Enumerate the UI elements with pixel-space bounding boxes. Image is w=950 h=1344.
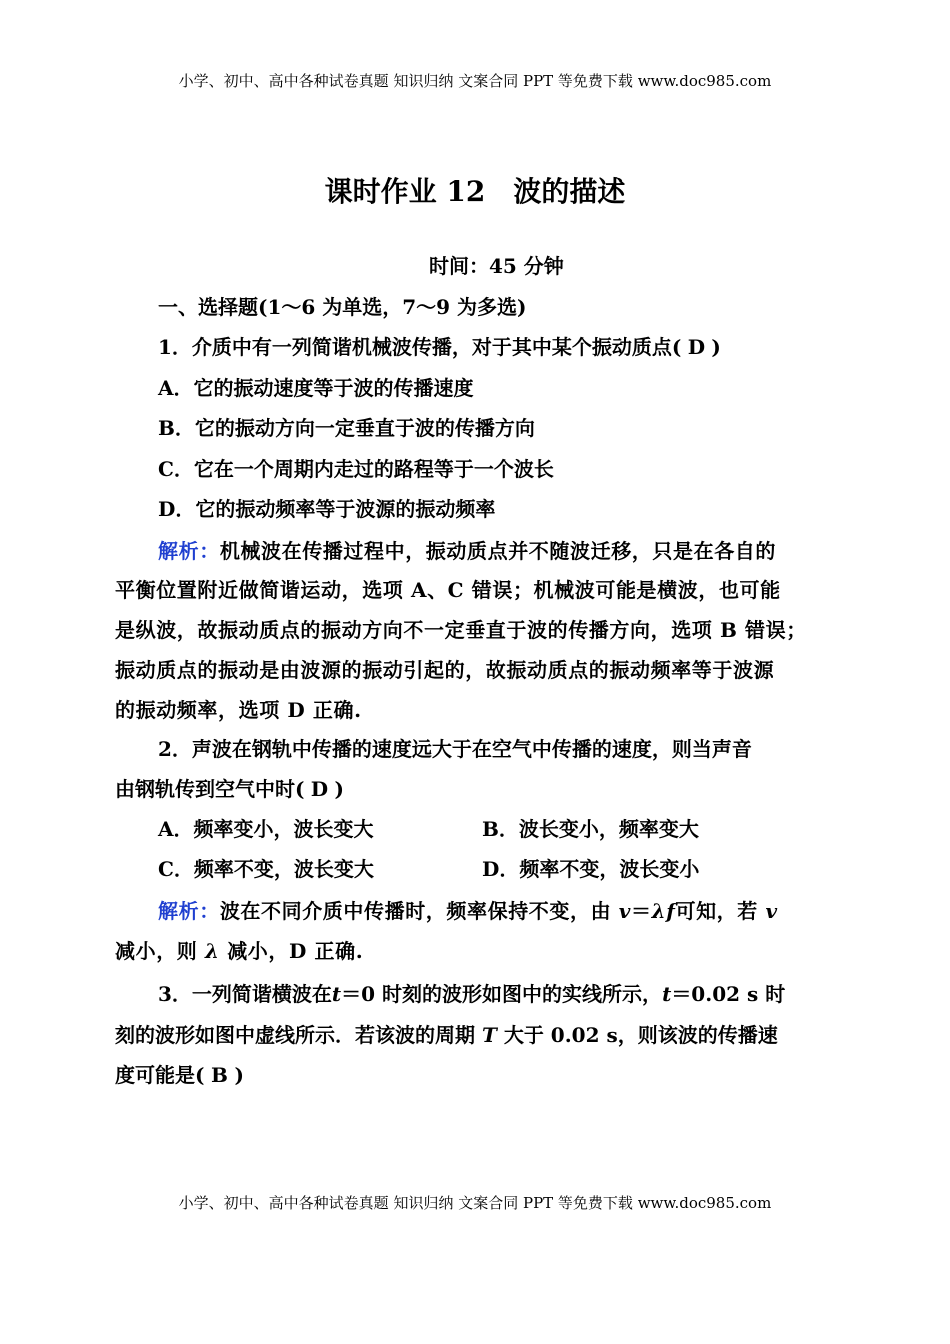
q1-option-c: C．它在一个周期内走过的路程等于一个波长 (158, 457, 554, 481)
formula-f: f (666, 899, 676, 923)
formula-lambda2: λ (204, 939, 220, 963)
q1-option-b: B．它的振动方向一定垂直于波的传播方向 (158, 416, 535, 440)
q1-explain-line-4: 振动质点的振动是由波源的振动引起的，故振动质点的振动频率等于波源 (115, 658, 775, 682)
q2-explain-line-1 (158, 897, 778, 925)
q1-option-d: D．它的振动频率等于波源的振动频率 (158, 497, 496, 521)
q2-explain-text-c: 减小，则 (115, 939, 198, 963)
q2-close: ) (334, 777, 344, 801)
formula-v2: v (765, 899, 778, 923)
q3-text-d: 刻的波形如图中虚线所示．若该波的周期 (115, 1023, 475, 1047)
time-limit: 时间：45 分钟 (429, 254, 564, 278)
q1-stem-text: 1．介质中有一列简谐机械波传播，对于其中某个振动质点( (158, 335, 682, 359)
q1-answer: D (687, 335, 706, 359)
page-title: 课时作业 12 波的描述 (324, 175, 626, 208)
q3-var-t: t (331, 982, 342, 1006)
q2-answer: D (310, 777, 329, 801)
header-banner: 小学、初中、高中各种试卷真题 知识归纳 文案合同 PPT 等免费下载 www.doc985.com (178, 72, 772, 90)
formula-eq: ＝ (631, 899, 652, 923)
q1-explain-text-1: 机械波在传播过程中，振动质点并不随波迁移，只是在各自的 (219, 539, 777, 563)
q2-explain-line-2 (115, 937, 363, 965)
q3-close: ) (234, 1063, 244, 1087)
q3-text-b: ＝0 时刻的波形如图中的实线所示， (341, 982, 663, 1006)
q3-text-f: 度可能是( (115, 1063, 205, 1087)
q1-stem (158, 333, 721, 361)
explain-label: 解析： (158, 899, 220, 923)
q2-explain-text-a: 波在不同介质中传播时，频率保持不变，由 (219, 899, 612, 923)
q2-explain-text-d: 减小，D 正确. (227, 939, 364, 963)
q2-explain-text-b: 可知，若 (675, 899, 758, 923)
q3-stem-line-2 (115, 1021, 778, 1049)
q3-answer: B (211, 1063, 228, 1087)
section-heading: 一、选择题(1～6 为单选，7～9 为多选) (158, 295, 527, 319)
q2-option-c: C．频率不变，波长变大 (158, 857, 374, 881)
q1-close: ) (711, 335, 721, 359)
q3-text-c: ＝0.02 s 时 (671, 982, 786, 1006)
q3-text-a: 3．一列简谐横波在 (158, 982, 332, 1006)
formula-lambda: λ (651, 899, 667, 923)
footer-banner: 小学、初中、高中各种试卷真题 知识归纳 文案合同 PPT 等免费下载 www.doc985.com (178, 1194, 772, 1212)
q2-stem-text: 由钢轨传到空气中时( (115, 777, 305, 801)
q1-explain-line-2: 平衡位置附近做简谐运动，选项 A、C 错误；机械波可能是横波，也可能 (115, 578, 781, 602)
q2-stem-line-1: 2．声波在钢轨中传播的速度远大于在空气中传播的速度，则当声音 (158, 737, 752, 761)
q2-option-a: A．频率变小，波长变大 (158, 817, 374, 841)
formula-v: v (618, 899, 632, 923)
q1-option-a: A．它的振动速度等于波的传播速度 (158, 376, 474, 400)
q1-explain-line-3: 是纵波，故振动质点的振动方向不一定垂直于波的传播方向，选项 B 错误； (115, 618, 807, 642)
q3-var-T: T (481, 1023, 497, 1047)
q2-option-d: D．频率不变，波长变小 (482, 857, 700, 881)
q3-stem-line-3 (115, 1061, 244, 1089)
q2-option-b: B．波长变小，频率变大 (482, 817, 699, 841)
q1-explain-line-5: 的振动频率，选项 D 正确. (115, 698, 362, 722)
q3-stem-line-1 (158, 980, 785, 1008)
q2-stem-line-2 (115, 775, 344, 803)
q3-var-t2: t (662, 982, 672, 1006)
q3-text-e: 大于 0.02 s，则该波的传播速 (503, 1023, 778, 1047)
explain-label: 解析： (158, 539, 220, 563)
q1-explain-line-1 (158, 537, 776, 565)
